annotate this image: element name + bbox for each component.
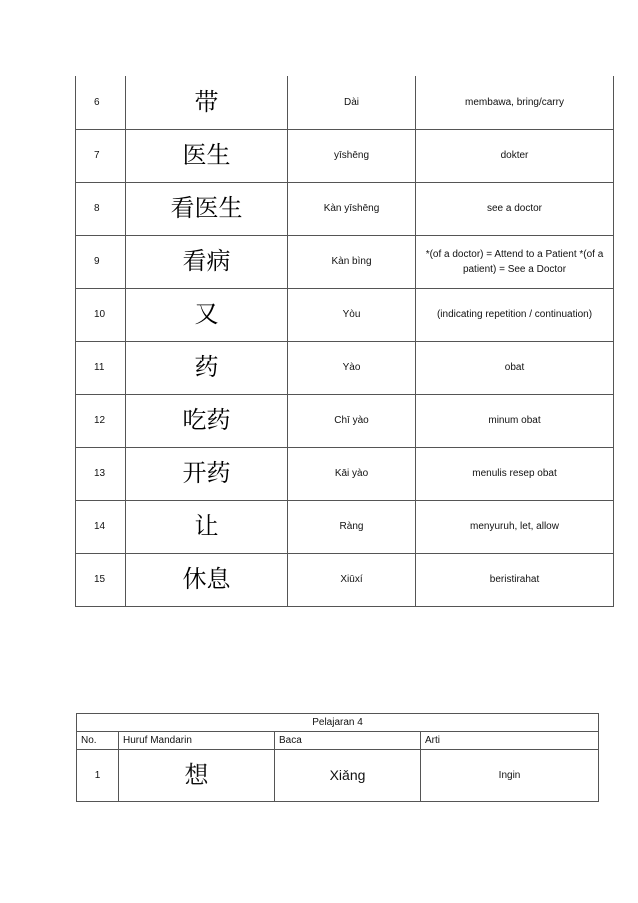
meaning-cell: (indicating repetition / continuation) (416, 288, 614, 341)
pinyin-cell: Kāi yào (288, 447, 416, 500)
table-row (76, 288, 614, 341)
row-number: 1 (77, 750, 119, 802)
header-pinyin: Baca (275, 732, 421, 750)
pinyin-cell: Chī yào (288, 394, 416, 447)
hanzi-cell: 又 (126, 288, 288, 341)
hanzi-cell: 吃药 (126, 394, 288, 447)
meaning-cell: menulis resep obat (416, 447, 614, 500)
row-number: 7 (76, 129, 126, 182)
pinyin-cell: Dài (288, 76, 416, 129)
header-meaning: Arti (421, 732, 599, 750)
table-row (76, 235, 614, 288)
pinyin-cell: Kàn bìng (288, 235, 416, 288)
table-row (76, 553, 614, 606)
pinyin-cell: Yòu (288, 288, 416, 341)
row-number: 6 (76, 76, 126, 129)
pinyin-cell: yīshēng (288, 129, 416, 182)
hanzi-cell: 带 (126, 76, 288, 129)
row-number: 13 (76, 447, 126, 500)
row-number: 8 (76, 182, 126, 235)
row-number: 14 (76, 500, 126, 553)
pinyin-cell: Xiǎng (275, 750, 421, 802)
vocabulary-table (75, 76, 614, 607)
row-number: 10 (76, 288, 126, 341)
table-row (76, 76, 614, 129)
meaning-cell: *(of a doctor) = Attend to a Patient *(of a patient) = See a Doctor (416, 235, 614, 288)
header-no: No. (77, 732, 119, 750)
hanzi-cell: 药 (126, 341, 288, 394)
hanzi-cell: 开药 (126, 447, 288, 500)
row-number: 11 (76, 341, 126, 394)
meaning-cell: minum obat (416, 394, 614, 447)
hanzi-cell: 让 (126, 500, 288, 553)
table-row (76, 341, 614, 394)
lesson-title: Pelajaran 4 (77, 714, 599, 732)
table-row (76, 447, 614, 500)
row-number: 12 (76, 394, 126, 447)
table-row (76, 500, 614, 553)
pinyin-cell: Yào (288, 341, 416, 394)
meaning-cell: menyuruh, let, allow (416, 500, 614, 553)
hanzi-cell: 看医生 (126, 182, 288, 235)
table-row (76, 394, 614, 447)
header-row (77, 732, 599, 750)
header-hanzi: Huruf Mandarin (119, 732, 275, 750)
meaning-cell: see a doctor (416, 182, 614, 235)
meaning-cell: dokter (416, 129, 614, 182)
meaning-cell: Ingin (421, 750, 599, 802)
lesson-title-row (77, 714, 599, 732)
meaning-cell: beristirahat (416, 553, 614, 606)
meaning-cell: obat (416, 341, 614, 394)
hanzi-cell: 想 (119, 750, 275, 802)
hanzi-cell: 看病 (126, 235, 288, 288)
table-row (76, 182, 614, 235)
table-row (77, 750, 599, 802)
hanzi-cell: 医生 (126, 129, 288, 182)
row-number: 9 (76, 235, 126, 288)
meaning-cell: membawa, bring/carry (416, 76, 614, 129)
pinyin-cell: Xiūxí (288, 553, 416, 606)
lesson-4-table (76, 713, 599, 802)
row-number: 15 (76, 553, 126, 606)
table-row (76, 129, 614, 182)
hanzi-cell: 休息 (126, 553, 288, 606)
pinyin-cell: Kàn yīshēng (288, 182, 416, 235)
pinyin-cell: Ràng (288, 500, 416, 553)
